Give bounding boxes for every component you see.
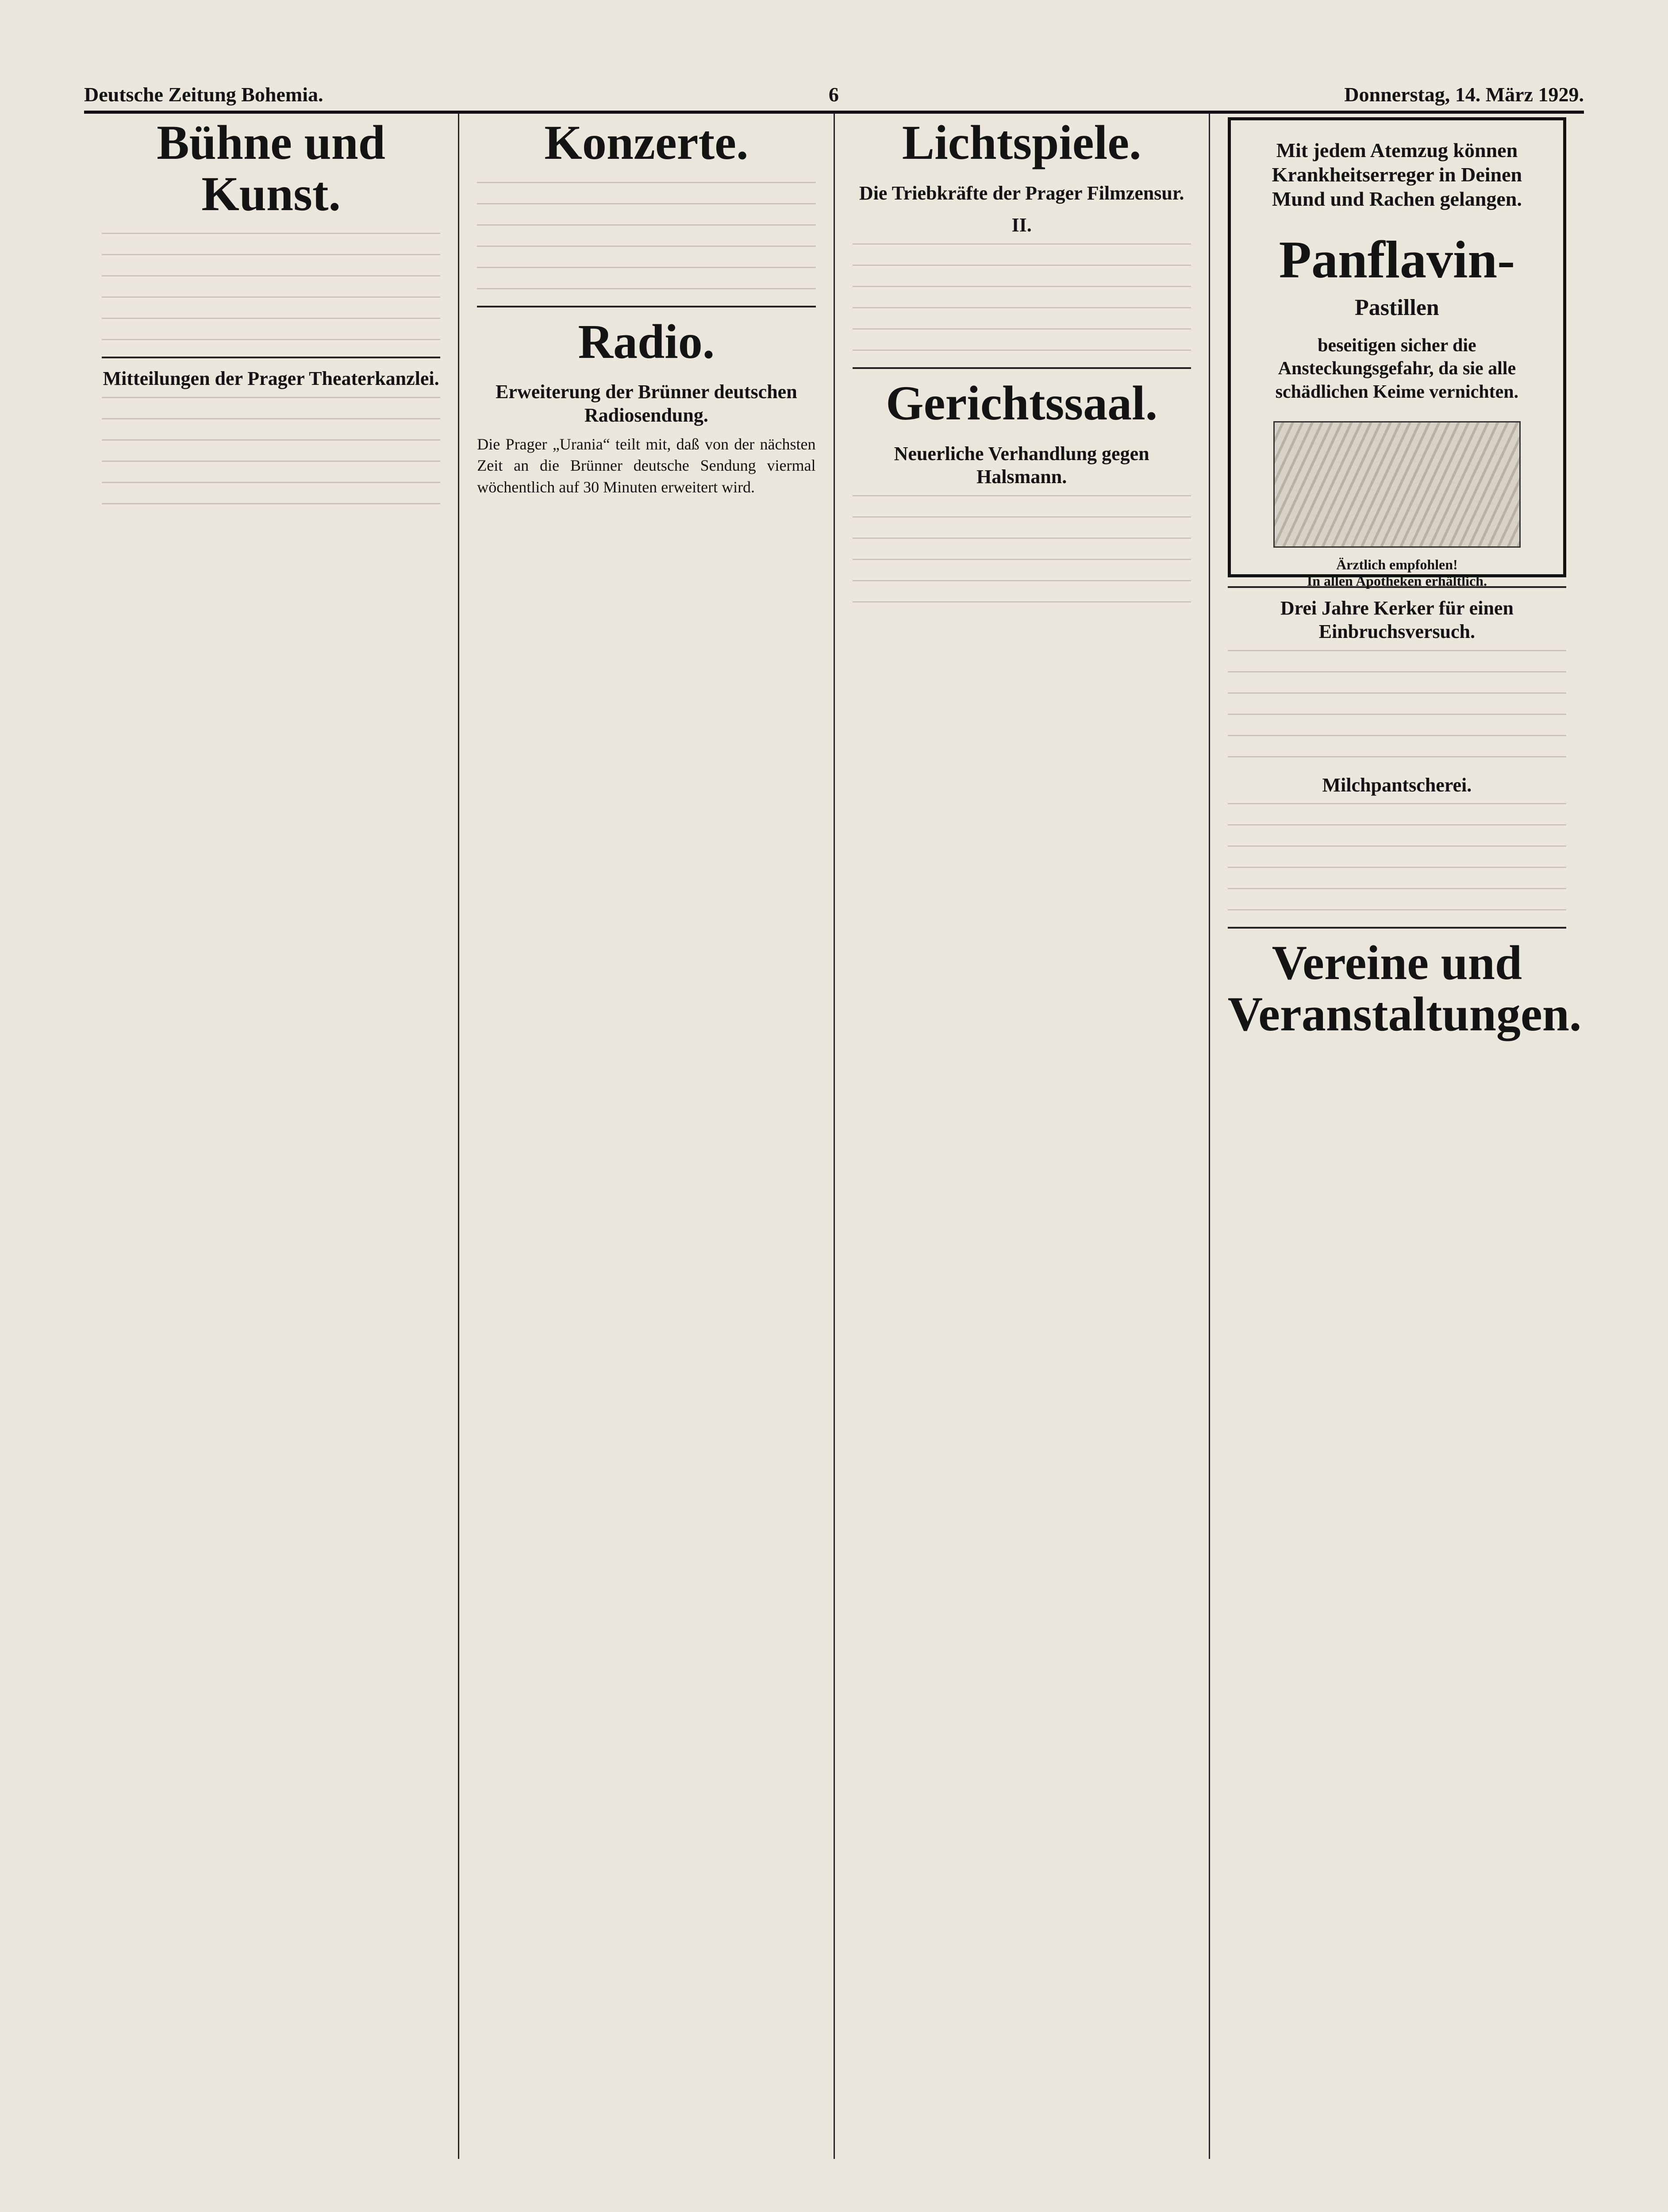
section-title-buehne: Bühne und Kunst. xyxy=(157,115,385,221)
paper-name: Deutsche Zeitung Bohemia. xyxy=(84,83,323,106)
court-heading: Neuerliche Verhandlung gegen Halsmann. xyxy=(894,442,1149,488)
article-subtitle: Die Triebkräfte der Prager Filmzensur. xyxy=(859,182,1184,204)
ad-claim: beseitigen sicher die Ansteckungsgefahr, da sie alle schädlichen Keime vernichten. xyxy=(1275,335,1519,402)
columns xyxy=(84,113,1584,2159)
item-heading: Milchpantscherei. xyxy=(1322,774,1472,796)
divider xyxy=(102,357,440,358)
radio-heading: Erweiterung der Brünner deutschen Radiosendung. xyxy=(496,381,797,426)
column-4 xyxy=(1210,113,1584,2159)
column-1 xyxy=(84,113,459,2159)
page-number: 6 xyxy=(828,83,839,106)
article-placeholder xyxy=(102,397,440,512)
article-placeholder xyxy=(853,495,1191,610)
column-2 xyxy=(459,113,834,2159)
divider xyxy=(1228,927,1566,929)
section-title-konzerte: Konzerte. xyxy=(544,115,749,169)
ad-illustration xyxy=(1273,421,1521,548)
ad-note: Ärztlich empfohlen! xyxy=(1336,557,1458,573)
article-placeholder xyxy=(477,182,815,297)
article-part: II. xyxy=(1011,214,1032,236)
section-title-radio: Radio. xyxy=(578,314,715,369)
divider xyxy=(477,306,815,307)
issue-date: Donnerstag, 14. März 1929. xyxy=(1344,83,1584,106)
column-3 xyxy=(835,113,1210,2159)
ad-product-sub: Pastillen xyxy=(1355,295,1439,320)
article-placeholder xyxy=(1228,650,1566,765)
article-placeholder xyxy=(102,233,440,348)
ad-product-name: Panflavin- xyxy=(1279,230,1515,289)
ad-footer: In allen Apotheken erhältlich. xyxy=(1307,573,1487,589)
article-placeholder xyxy=(1228,803,1566,918)
section-title-lichtspiele: Lichtspiele. xyxy=(902,115,1141,169)
section-title-vereine: Vereine und Veranstaltungen. xyxy=(1227,936,1582,1041)
article-placeholder xyxy=(853,243,1191,358)
divider xyxy=(853,367,1191,369)
ad-headline: Mit jedem Atemzug können Krankheitserreger in Deinen Mund und Rachen gelangen. xyxy=(1272,139,1522,211)
radio-text: Die Prager „Urania“ teilt mit, daß von der nächsten Zeit an die Brünner deutsche Sendung viermal wöchentlich auf 30 Minuten erweitert wird. xyxy=(477,435,816,496)
item-heading: Drei Jahre Kerker für einen Einbruchsversuch. xyxy=(1280,597,1514,642)
section-title-gerichtssaal: Gerichtssaal. xyxy=(886,376,1158,430)
advertisement xyxy=(1228,117,1566,589)
running-head xyxy=(84,66,1584,114)
notice-heading: Mitteilungen der Prager Theaterkanzlei. xyxy=(103,368,439,389)
